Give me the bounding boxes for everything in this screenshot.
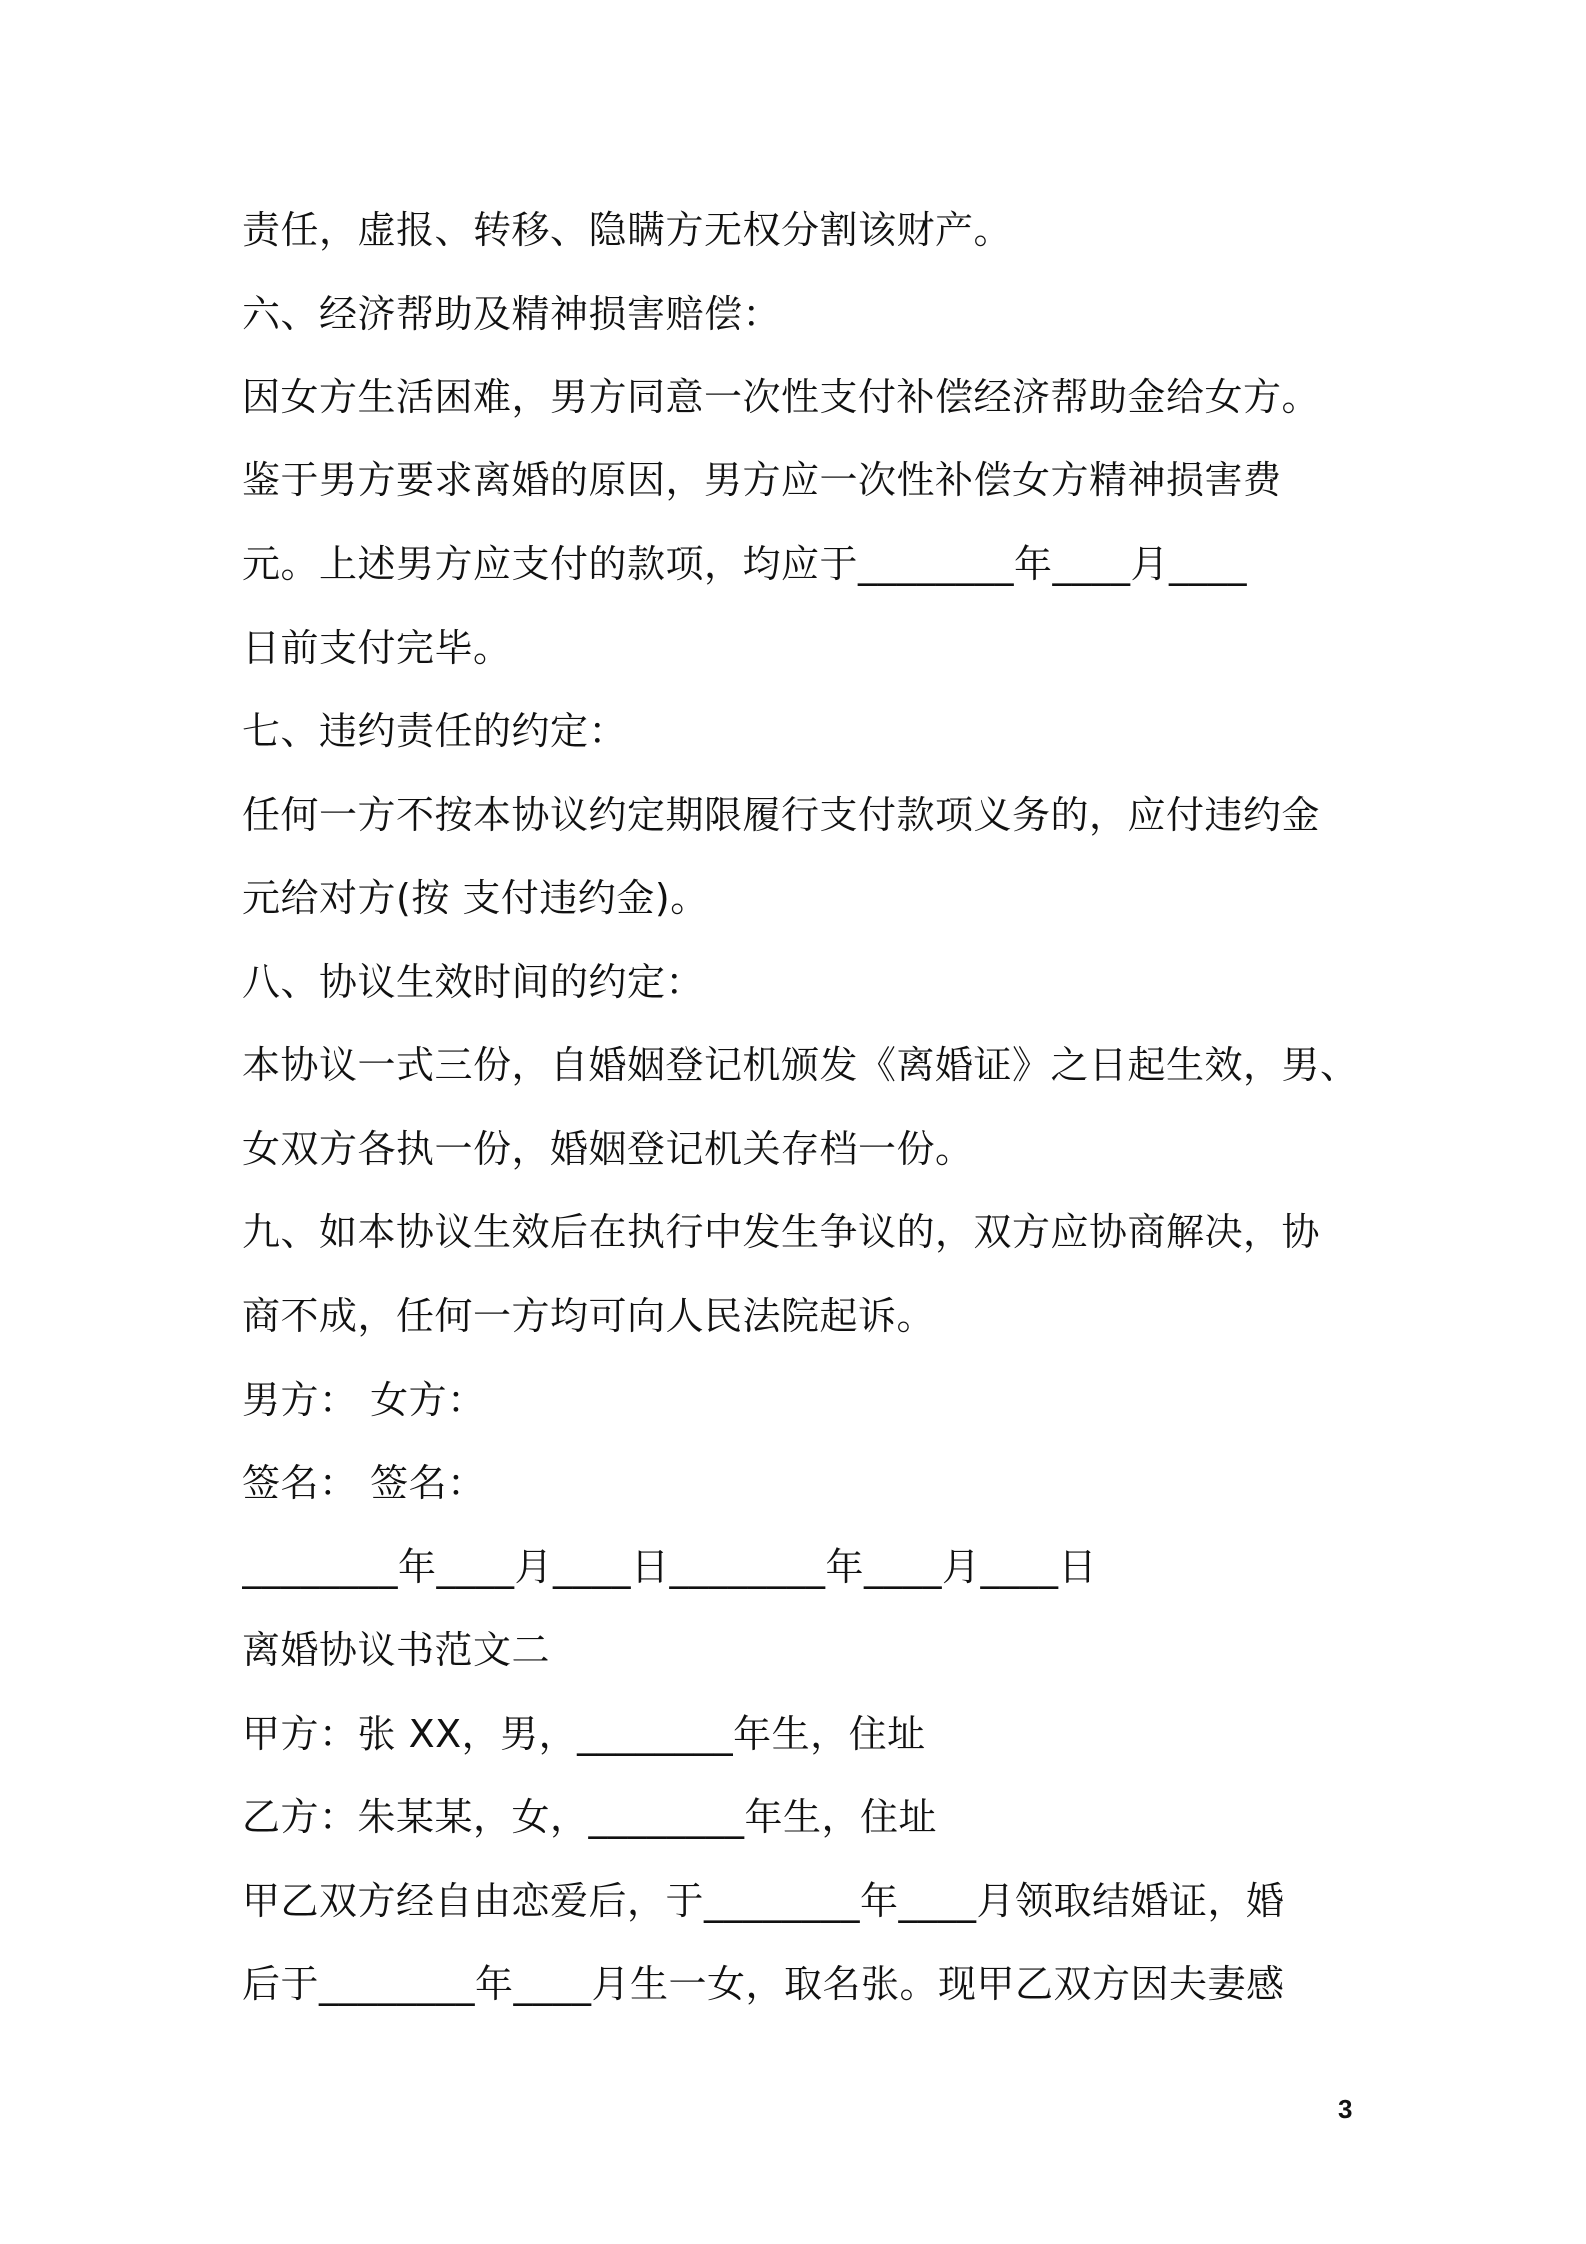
section-title: 离婚协议书范文二 bbox=[242, 1628, 551, 1672]
section-heading: 六、经济帮助及精神损害赔偿： bbox=[242, 292, 782, 336]
party-b-line: 乙方：朱某某，女，________年生，住址 bbox=[242, 1795, 938, 1839]
text-line: 鉴于男方要求离婚的原因，男方应一次性补偿女方精神损害费 bbox=[242, 458, 1282, 502]
text-line: 责任，虚报、转移、隐瞒方无权分割该财产。 bbox=[242, 208, 1013, 252]
text-line: 任何一方不按本协议约定期限履行支付款项义务的，应付违约金 bbox=[242, 793, 1321, 837]
text-line: 后于________年____月生一女，取名张。现甲乙双方因夫妻感 bbox=[242, 1962, 1285, 2006]
party-a-line: 甲方：张 XX，男，________年生，住址 bbox=[242, 1712, 926, 1756]
text-line: 元给对方(按 支付违约金)。 bbox=[242, 876, 709, 920]
text-line: 元。上述男方应支付的款项，均应于________年____月____ bbox=[242, 542, 1248, 586]
text-line: 因女方生活困难，男方同意一次性支付补偿经济帮助金给女方。 bbox=[242, 375, 1321, 419]
signature-dates: ________年____月____日________年____月____日 bbox=[242, 1545, 1098, 1589]
section-heading: 七、违约责任的约定： bbox=[242, 709, 628, 753]
text-line: 本协议一式三份，自婚姻登记机颁发《离婚证》之日起生效，男、 bbox=[242, 1043, 1359, 1087]
page-number: 3 bbox=[1338, 2094, 1353, 2124]
text-line: 女双方各执一份，婚姻登记机关存档一份。 bbox=[242, 1127, 974, 1171]
text-line: 日前支付完毕。 bbox=[242, 626, 512, 670]
signature-labels: 签名： 签名： bbox=[242, 1461, 486, 1505]
section-heading: 八、协议生效时间的约定： bbox=[242, 960, 705, 1004]
signature-party-labels: 男方： 女方： bbox=[242, 1378, 486, 1422]
text-line: 甲乙双方经自由恋爱后，于________年____月领取结婚证，婚 bbox=[242, 1879, 1285, 1923]
text-line: 九、如本协议生效后在执行中发生争议的，双方应协商解决，协 bbox=[242, 1210, 1321, 1254]
text-line: 商不成，任何一方均可向人民法院起诉。 bbox=[242, 1294, 936, 1338]
